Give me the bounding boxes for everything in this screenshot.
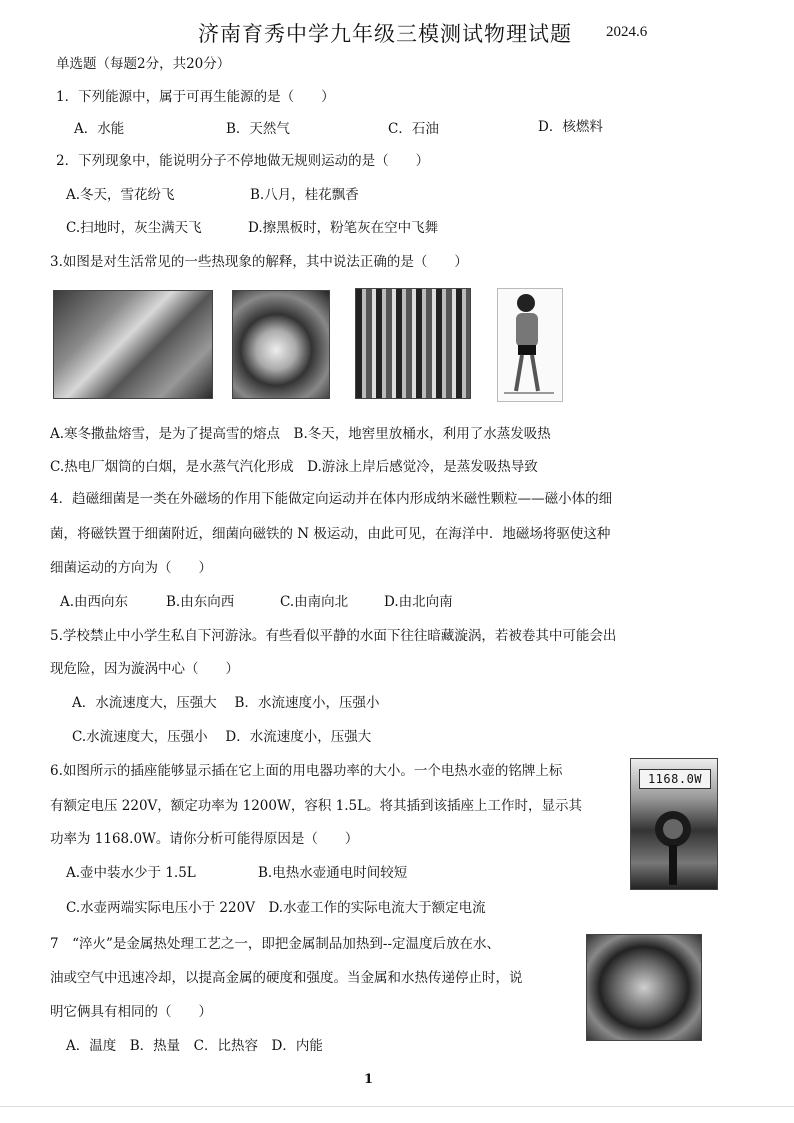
question-4-line-1: 4．趋磁细菌是一类在外磁场的作用下能做定向运动并在体内形成纳米磁性颗粒——磁小体的细 — [50, 491, 613, 507]
question-6-option-b: B.电热水壶通电时间较短 — [258, 865, 408, 881]
question-1-stem: 1．下列能源中，属于可再生能源的是（ ） — [56, 89, 335, 105]
question-4-option-c: C.由南向北 — [280, 594, 349, 610]
power-display-socket-photo — [630, 758, 718, 890]
question-6-line-1: 6.如图所示的插座能够显示插在它上面的用电器功率的大小。一个电热水壶的铭牌上标 — [50, 763, 563, 779]
question-2-stem: 2．下列现象中，能说明分子不停地做无规则运动的是（ ） — [56, 153, 430, 169]
chimney-smoke-photo — [355, 288, 471, 399]
question-1-option-a: A．水能 — [74, 121, 125, 137]
question-7-options: A．温度 B．热量 C．比热容 D．内能 — [66, 1038, 323, 1054]
question-2-option-c: C.扫地时，灰尘满天飞 — [66, 220, 202, 236]
section-heading: 单选题（每题2分，共20分） — [56, 56, 231, 72]
swimmer-photo — [497, 288, 563, 402]
question-5-options-cd: C.水流速度大，压强小 D．水流速度小，压强大 — [72, 729, 372, 745]
page-number: 1 — [364, 1072, 374, 1087]
question-6-option-a: A.壶中装水少于 1.5L — [66, 865, 196, 881]
power-meter-display: 1168.0W — [639, 769, 711, 789]
question-5-line-1: 5.学校禁止中小学生私自下河游泳。有些看似平静的水面下往往暗藏漩涡，若被卷其中可能会出 — [50, 628, 617, 644]
question-2-option-b: B.八月，桂花飘香 — [250, 187, 359, 203]
question-3-stem: 3.如图是对生活常见的一些热现象的解释，其中说法正确的是（ ） — [50, 254, 468, 270]
question-6-line-2: 有额定电压 220V，额定功率为 1200W，容积 1.5L。将其插到该插座上工作时，显示其 — [50, 798, 583, 814]
exam-date: 2024.6 — [606, 24, 648, 40]
question-7-line-1: 7 “淬火”是金属热处理工艺之一，即把金属制品加热到--定温度后放在水、 — [50, 936, 501, 952]
question-2-option-a: A.冬天，雪花纷飞 — [66, 187, 175, 203]
page-title: 济南育秀中学九年级三模测试物理试题 — [198, 22, 572, 46]
question-3-options-ab: A.寒冬撒盐熔雪，是为了提高雪的熔点 B.冬天，地窖里放桶水，利用了水蒸发吸热 — [50, 426, 551, 442]
question-4-option-a: A.由西向东 — [60, 594, 129, 610]
question-2-option-d: D.擦黑板时，粉笔灰在空中飞舞 — [248, 220, 439, 236]
question-7-line-3: 明它俩具有相同的（ ） — [50, 1004, 212, 1020]
question-4-line-2: 菌，将磁铁置于细菌附近，细菌向磁铁的 N 极运动，由此可见，在海洋中．地磁场将驱使这种 — [50, 526, 611, 542]
question-3-options-cd: C.热电厂烟筒的白烟，是水蒸气汽化形成 D.游泳上岸后感觉冷，是蒸发吸热导致 — [50, 459, 538, 475]
question-7-line-2: 油或空气中迅速冷却，以提高金属的硬度和强度。当金属和水热传递停止时，说 — [50, 970, 523, 986]
cellar-water-bucket-photo — [232, 290, 330, 399]
question-5-line-2: 现危险，因为漩涡中心（ ） — [50, 661, 239, 677]
question-1-option-c: C．石油 — [388, 121, 439, 137]
page-bottom-divider — [0, 1106, 794, 1107]
question-1-option-d: D．核燃料 — [538, 119, 603, 135]
question-1-option-b: B．天然气 — [226, 121, 290, 137]
question-4-option-d: D.由北向南 — [384, 594, 453, 610]
question-6-options-cd: C.水壶两端实际电压小于 220V D.水壶工作的实际电流大于额定电流 — [66, 900, 486, 916]
question-6-line-3: 功率为 1168.0W。请你分析可能得原因是（ ） — [50, 831, 359, 847]
salt-on-snow-photo — [53, 290, 213, 399]
question-4-option-b: B.由东向西 — [166, 594, 235, 610]
question-5-options-ab: A．水流速度大，压强大 B．水流速度小，压强小 — [72, 695, 380, 711]
question-4-line-3: 细菌运动的方向为（ ） — [50, 560, 212, 576]
quenching-metal-photo — [586, 934, 702, 1041]
